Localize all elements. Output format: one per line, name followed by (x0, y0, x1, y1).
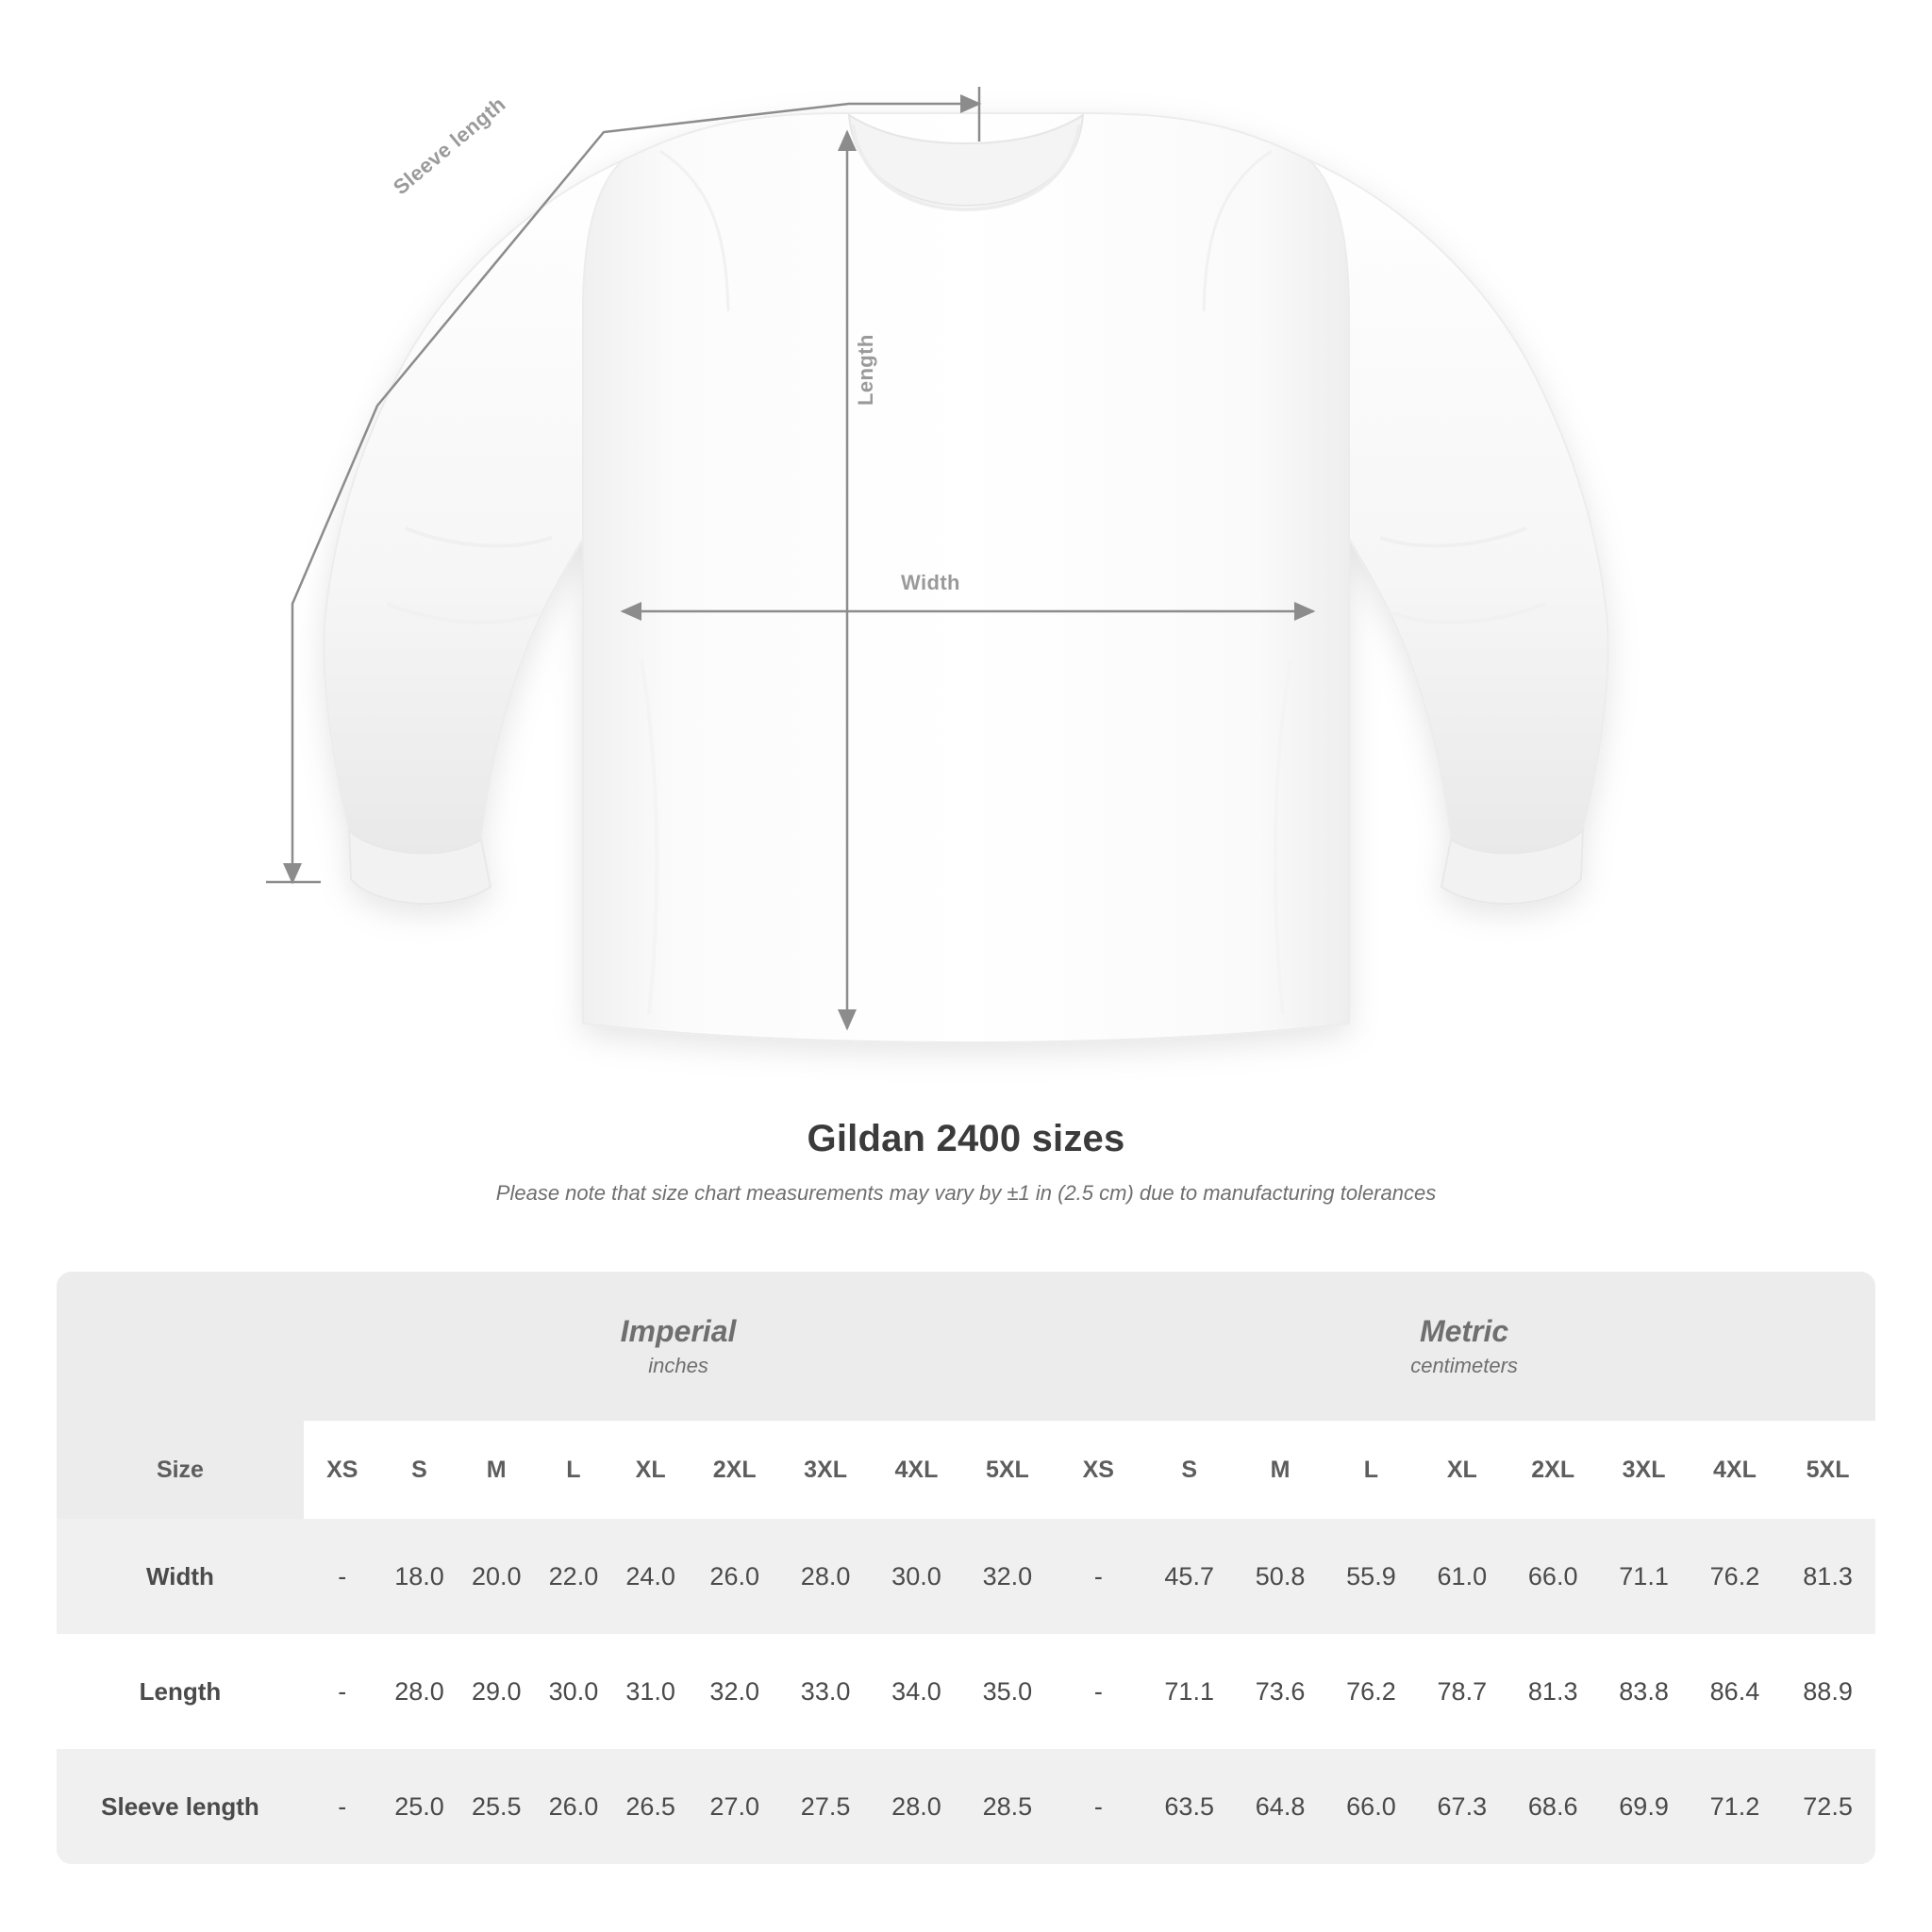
cell-width-metric-l: 55.9 (1325, 1519, 1416, 1634)
table-row-sleeve-length (57, 1749, 1875, 1864)
cell-sleeve-metric-xs: - (1053, 1749, 1143, 1864)
col-head-imperial-3xl: 3XL (780, 1421, 871, 1519)
cell-width-imperial-4xl: 30.0 (871, 1519, 961, 1634)
cell-sleeve-metric-5xl: 72.5 (1780, 1749, 1875, 1864)
row-label-sleeve-length: Sleeve length (57, 1749, 304, 1864)
length-dimension-label: Length (854, 334, 877, 406)
table-row-length (57, 1634, 1875, 1749)
cell-sleeve-imperial-5xl: 28.5 (962, 1749, 1053, 1864)
cell-sleeve-imperial-s: 25.0 (381, 1749, 458, 1864)
cell-sleeve-metric-4xl: 71.2 (1690, 1749, 1780, 1864)
cell-width-metric-2xl: 66.0 (1507, 1519, 1598, 1634)
unit-header-imperial (304, 1272, 1053, 1421)
col-head-metric-m: M (1235, 1421, 1325, 1519)
col-head-metric-s: S (1144, 1421, 1235, 1519)
cell-width-imperial-m: 20.0 (458, 1519, 535, 1634)
col-head-imperial-xs: XS (304, 1421, 381, 1519)
cell-length-imperial-5xl: 35.0 (962, 1634, 1053, 1749)
col-head-imperial-xl: XL (612, 1421, 690, 1519)
cell-length-imperial-l: 30.0 (535, 1634, 612, 1749)
cell-sleeve-metric-3xl: 69.9 (1598, 1749, 1689, 1864)
tolerance-note: Please note that size chart measurements may vary by ±1 in (2.5 cm) due to manufacturing tolerances (495, 1181, 1437, 1205)
row-label-length: Length (57, 1634, 304, 1749)
cell-length-metric-s: 71.1 (1144, 1634, 1235, 1749)
cell-length-imperial-xl: 31.0 (612, 1634, 690, 1749)
cell-width-metric-5xl: 81.3 (1780, 1519, 1875, 1634)
col-head-metric-4xl: 4XL (1690, 1421, 1780, 1519)
cell-sleeve-imperial-3xl: 27.5 (780, 1749, 871, 1864)
cell-width-imperial-3xl: 28.0 (780, 1519, 871, 1634)
cell-length-imperial-m: 29.0 (458, 1634, 535, 1749)
col-head-metric-3xl: 3XL (1598, 1421, 1689, 1519)
cell-length-imperial-2xl: 32.0 (690, 1634, 780, 1749)
col-head-metric-l: L (1325, 1421, 1416, 1519)
cell-width-metric-4xl: 76.2 (1690, 1519, 1780, 1634)
unit-name-metric: Metric (1419, 1313, 1509, 1348)
col-head-imperial-l: L (535, 1421, 612, 1519)
chart-title-block (0, 1118, 1932, 1206)
row-label-width: Width (57, 1519, 304, 1634)
col-head-imperial-s: S (381, 1421, 458, 1519)
col-head-metric-5xl: 5XL (1780, 1421, 1875, 1519)
cell-length-imperial-s: 28.0 (381, 1634, 458, 1749)
size-header-row (57, 1421, 1875, 1519)
cell-length-imperial-xs: - (304, 1634, 381, 1749)
cell-width-imperial-5xl: 32.0 (962, 1519, 1053, 1634)
cell-sleeve-metric-m: 64.8 (1235, 1749, 1325, 1864)
cell-sleeve-metric-s: 63.5 (1144, 1749, 1235, 1864)
col-head-metric-2xl: 2XL (1507, 1421, 1598, 1519)
cell-sleeve-metric-2xl: 68.6 (1507, 1749, 1598, 1864)
cell-length-metric-2xl: 81.3 (1507, 1634, 1598, 1749)
cell-sleeve-imperial-l: 26.0 (535, 1749, 612, 1864)
cell-width-metric-xl: 61.0 (1417, 1519, 1507, 1634)
cell-length-metric-xl: 78.7 (1417, 1634, 1507, 1749)
cell-width-imperial-2xl: 26.0 (690, 1519, 780, 1634)
cell-length-metric-5xl: 88.9 (1780, 1634, 1875, 1749)
cell-sleeve-imperial-4xl: 28.0 (871, 1749, 961, 1864)
table-row-width (57, 1519, 1875, 1634)
sleeve-length-dimension-label: Sleeve length (389, 92, 510, 200)
cell-width-imperial-s: 18.0 (381, 1519, 458, 1634)
cell-width-imperial-xs: - (304, 1519, 381, 1634)
cell-sleeve-imperial-xs: - (304, 1749, 381, 1864)
col-head-imperial-m: M (458, 1421, 535, 1519)
unit-name-imperial: Imperial (620, 1313, 737, 1348)
size-table-container (57, 1272, 1875, 1864)
cell-width-metric-xs: - (1053, 1519, 1143, 1634)
cell-width-imperial-l: 22.0 (535, 1519, 612, 1634)
cell-sleeve-metric-xl: 67.3 (1417, 1749, 1507, 1864)
cell-length-metric-l: 76.2 (1325, 1634, 1416, 1749)
unit-header-metric (1053, 1272, 1875, 1421)
page-title: Gildan 2400 sizes (807, 1118, 1125, 1159)
cell-sleeve-metric-l: 66.0 (1325, 1749, 1416, 1864)
cell-sleeve-imperial-m: 25.5 (458, 1749, 535, 1864)
col-head-imperial-5xl: 5XL (962, 1421, 1053, 1519)
col-head-imperial-2xl: 2XL (690, 1421, 780, 1519)
size-label-cell: Size (57, 1421, 304, 1519)
cell-length-imperial-3xl: 33.0 (780, 1634, 871, 1749)
unit-sub-imperial: inches (648, 1353, 708, 1377)
cell-length-metric-xs: - (1053, 1634, 1143, 1749)
cell-width-metric-3xl: 71.1 (1598, 1519, 1689, 1634)
cell-sleeve-imperial-2xl: 27.0 (690, 1749, 780, 1864)
size-table (57, 1272, 1875, 1864)
cell-length-imperial-4xl: 34.0 (871, 1634, 961, 1749)
col-head-metric-xl: XL (1417, 1421, 1507, 1519)
cell-width-metric-s: 45.7 (1144, 1519, 1235, 1634)
unit-sub-metric: centimeters (1410, 1353, 1518, 1377)
cell-width-metric-m: 50.8 (1235, 1519, 1325, 1634)
col-head-imperial-4xl: 4XL (871, 1421, 961, 1519)
col-head-metric-xs: XS (1053, 1421, 1143, 1519)
cell-length-metric-m: 73.6 (1235, 1634, 1325, 1749)
unit-header-spacer (57, 1272, 304, 1421)
cell-length-metric-4xl: 86.4 (1690, 1634, 1780, 1749)
width-dimension-label: Width (901, 571, 960, 594)
unit-header-row (57, 1272, 1875, 1421)
cell-width-imperial-xl: 24.0 (612, 1519, 690, 1634)
cell-length-metric-3xl: 83.8 (1598, 1634, 1689, 1749)
cell-sleeve-imperial-xl: 26.5 (612, 1749, 690, 1864)
